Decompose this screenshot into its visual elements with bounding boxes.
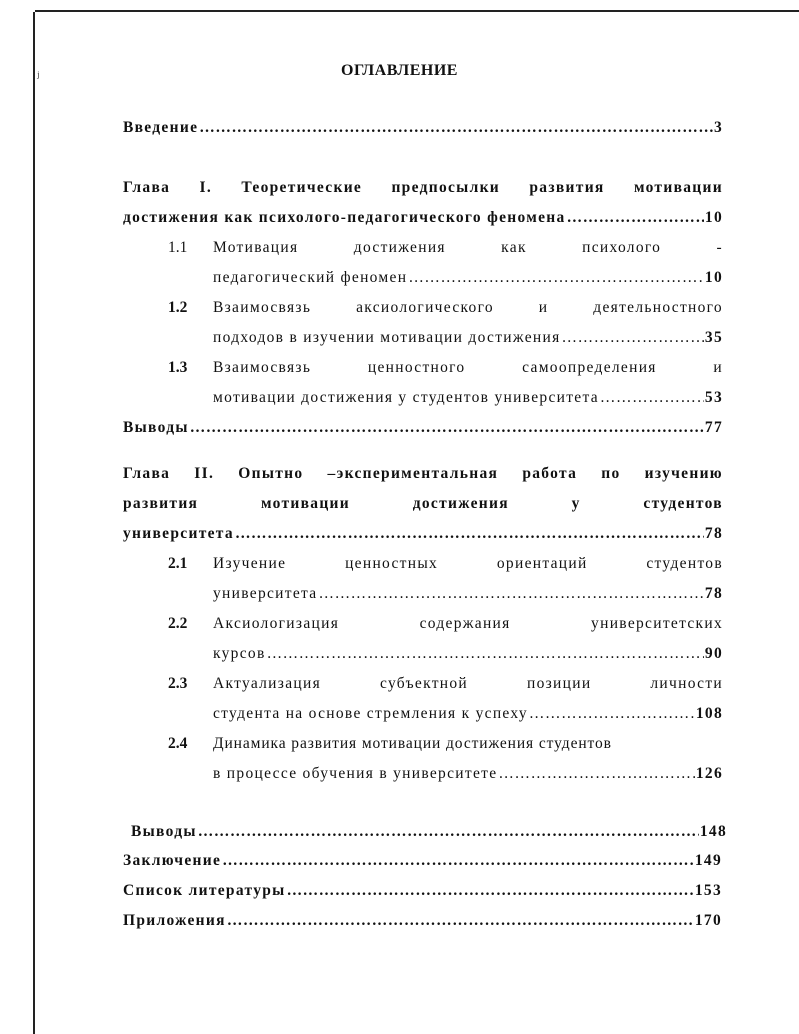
section-word: ценностных [345,555,439,572]
section-text: Динамика развития мотивации достижения студентов [213,735,612,752]
section-2-1-line1[interactable] [213,554,723,574]
toc-entry-intro[interactable] [123,118,723,138]
section-word: Мотивация [213,239,299,256]
heading-word: изучению [644,465,723,482]
section-word: университетских [591,615,723,632]
heading-word: Теоретические [241,179,363,196]
section-word: как [501,239,527,256]
heading-word: предпосылки [391,179,501,196]
section-number: 2.2 [168,615,188,632]
toc-entry-conclusion[interactable] [123,851,722,871]
toc-entry-label: Заключение [123,852,222,869]
toc-entry-page: 149 [694,852,722,869]
section-text: университета [213,585,318,602]
section-word: ориентаций [496,555,588,572]
section-number: 1.2 [168,299,188,316]
section-text: мотивации достижения у студентов университета [213,389,599,406]
section-1-1-line1[interactable] [213,238,723,258]
section-number: 1.3 [168,359,188,376]
section-text: курсов [213,645,266,662]
scan-artifact-mark: ʲ [37,70,40,85]
section-word: и [713,359,723,376]
top-border-line [35,10,799,12]
section-1-3-line2[interactable] [213,388,723,408]
page-title: ОГЛАВЛЕНИЕ [341,62,458,79]
chapter-2-heading-line1[interactable] [123,464,723,484]
dot-leader [562,328,704,348]
heading-word: развития [123,495,199,512]
heading-word: II. [194,465,215,482]
section-text: студента на основе стремления к успеху [213,705,528,722]
toc-entry-page: 90 [704,645,723,662]
section-2-3-line1[interactable] [213,674,723,694]
section-word: - [716,239,723,256]
toc-entry-page: 53 [704,389,723,406]
section-word: Взаимосвязь [213,299,312,316]
toc-entry-page: 108 [695,705,723,722]
toc-entry-page: 153 [694,882,722,899]
section-number: 2.1 [168,555,188,572]
section-word: содержания [419,615,511,632]
dot-leader [235,524,704,544]
toc-entry-page: 78 [704,585,723,602]
section-1-2-line1[interactable] [213,298,723,318]
dot-leader [408,268,704,288]
section-2-3-line2[interactable] [213,704,723,724]
toc-entry-label: Введение [123,119,199,136]
toc-entry-page: 35 [704,329,723,346]
toc-entry-label: Приложения [123,912,226,929]
section-word: и [538,299,549,316]
dot-leader [222,851,694,871]
dot-leader [287,881,694,901]
dot-leader [600,388,704,408]
toc-entry-page: 78 [704,525,723,542]
heading-word: развития [529,179,605,196]
section-number: 2.4 [168,735,188,752]
heading-word: Опытно [238,465,304,482]
section-number: 2.3 [168,675,188,692]
section-2-2-line1[interactable] [213,614,723,634]
toc-entry-conclusions-1[interactable] [123,418,723,438]
toc-entry-bibliography[interactable] [123,881,722,901]
section-2-4-line2[interactable] [213,764,723,784]
heading-text: достижения как психолого-педагогического феномена [123,209,566,226]
section-word: Взаимосвязь [213,359,312,376]
heading-word: у [571,495,581,512]
section-text: подходов в изучении мотивации достижения [213,329,561,346]
section-1-1-line2[interactable] [213,268,723,288]
toc-entry-appendices[interactable] [123,911,722,931]
section-2-2-line2[interactable] [213,644,723,664]
section-2-4-line1[interactable] [213,734,723,754]
section-word: ценностного [367,359,466,376]
section-word: студентов [646,555,723,572]
section-number: 1.1 [168,239,188,256]
toc-entry-conclusions-2[interactable] [131,822,727,842]
heading-word: достижения [412,495,509,512]
section-word: личности [650,675,723,692]
section-word: достижения [353,239,446,256]
section-word: самоопределения [522,359,657,376]
dot-leader [529,704,695,724]
chapter-2-heading-line3[interactable] [123,524,723,544]
section-word: аксиологического [356,299,494,316]
section-word: Изучение [213,555,287,572]
toc-entry-page: 170 [694,912,722,929]
dot-leader [267,644,704,664]
heading-word: работа [522,465,578,482]
dot-leader [227,911,694,931]
chapter-1-heading-line1[interactable] [123,178,723,198]
heading-word: мотивации [633,179,723,196]
toc-entry-label: Список литературы [123,882,286,899]
section-text: педагогический феномен [213,269,408,286]
section-word: психолого [582,239,662,256]
section-1-3-line1[interactable] [213,358,723,378]
section-word: Актуализация [213,675,322,692]
left-border-line [33,12,35,1034]
dot-leader [567,208,704,228]
dot-leader [318,584,703,604]
toc-entry-page: 148 [699,823,727,840]
section-text: в процессе обучения в университете [213,765,498,782]
heading-word: мотивации [260,495,351,512]
toc-entry-page: 10 [704,269,723,286]
heading-word: –экспериментальная [327,465,499,482]
section-1-2-line2[interactable] [213,328,723,348]
toc-entry-label: Выводы [123,419,189,436]
section-word: позиции [526,675,592,692]
chapter-2-heading-line2[interactable] [123,494,723,514]
section-2-1-line2[interactable] [213,584,723,604]
section-word: Аксиологизация [213,615,340,632]
heading-word: студентов [643,495,723,512]
dot-leader [190,418,704,438]
toc-entry-page: 3 [713,119,723,136]
dot-leader [199,118,713,138]
heading-word: Глава [123,465,171,482]
heading-word: Глава [123,179,171,196]
heading-word: I. [199,179,213,196]
dot-leader [198,822,699,842]
section-word: субъектной [379,675,469,692]
dot-leader [498,764,694,784]
toc-entry-page: 10 [704,209,723,226]
toc-entry-label: Выводы [131,823,197,840]
chapter-1-heading-line2[interactable] [123,208,723,228]
toc-entry-page: 77 [704,419,723,436]
heading-word: по [601,465,621,482]
toc-entry-page: 126 [695,765,723,782]
heading-text: университета [123,525,234,542]
section-word: деятельностного [593,299,723,316]
